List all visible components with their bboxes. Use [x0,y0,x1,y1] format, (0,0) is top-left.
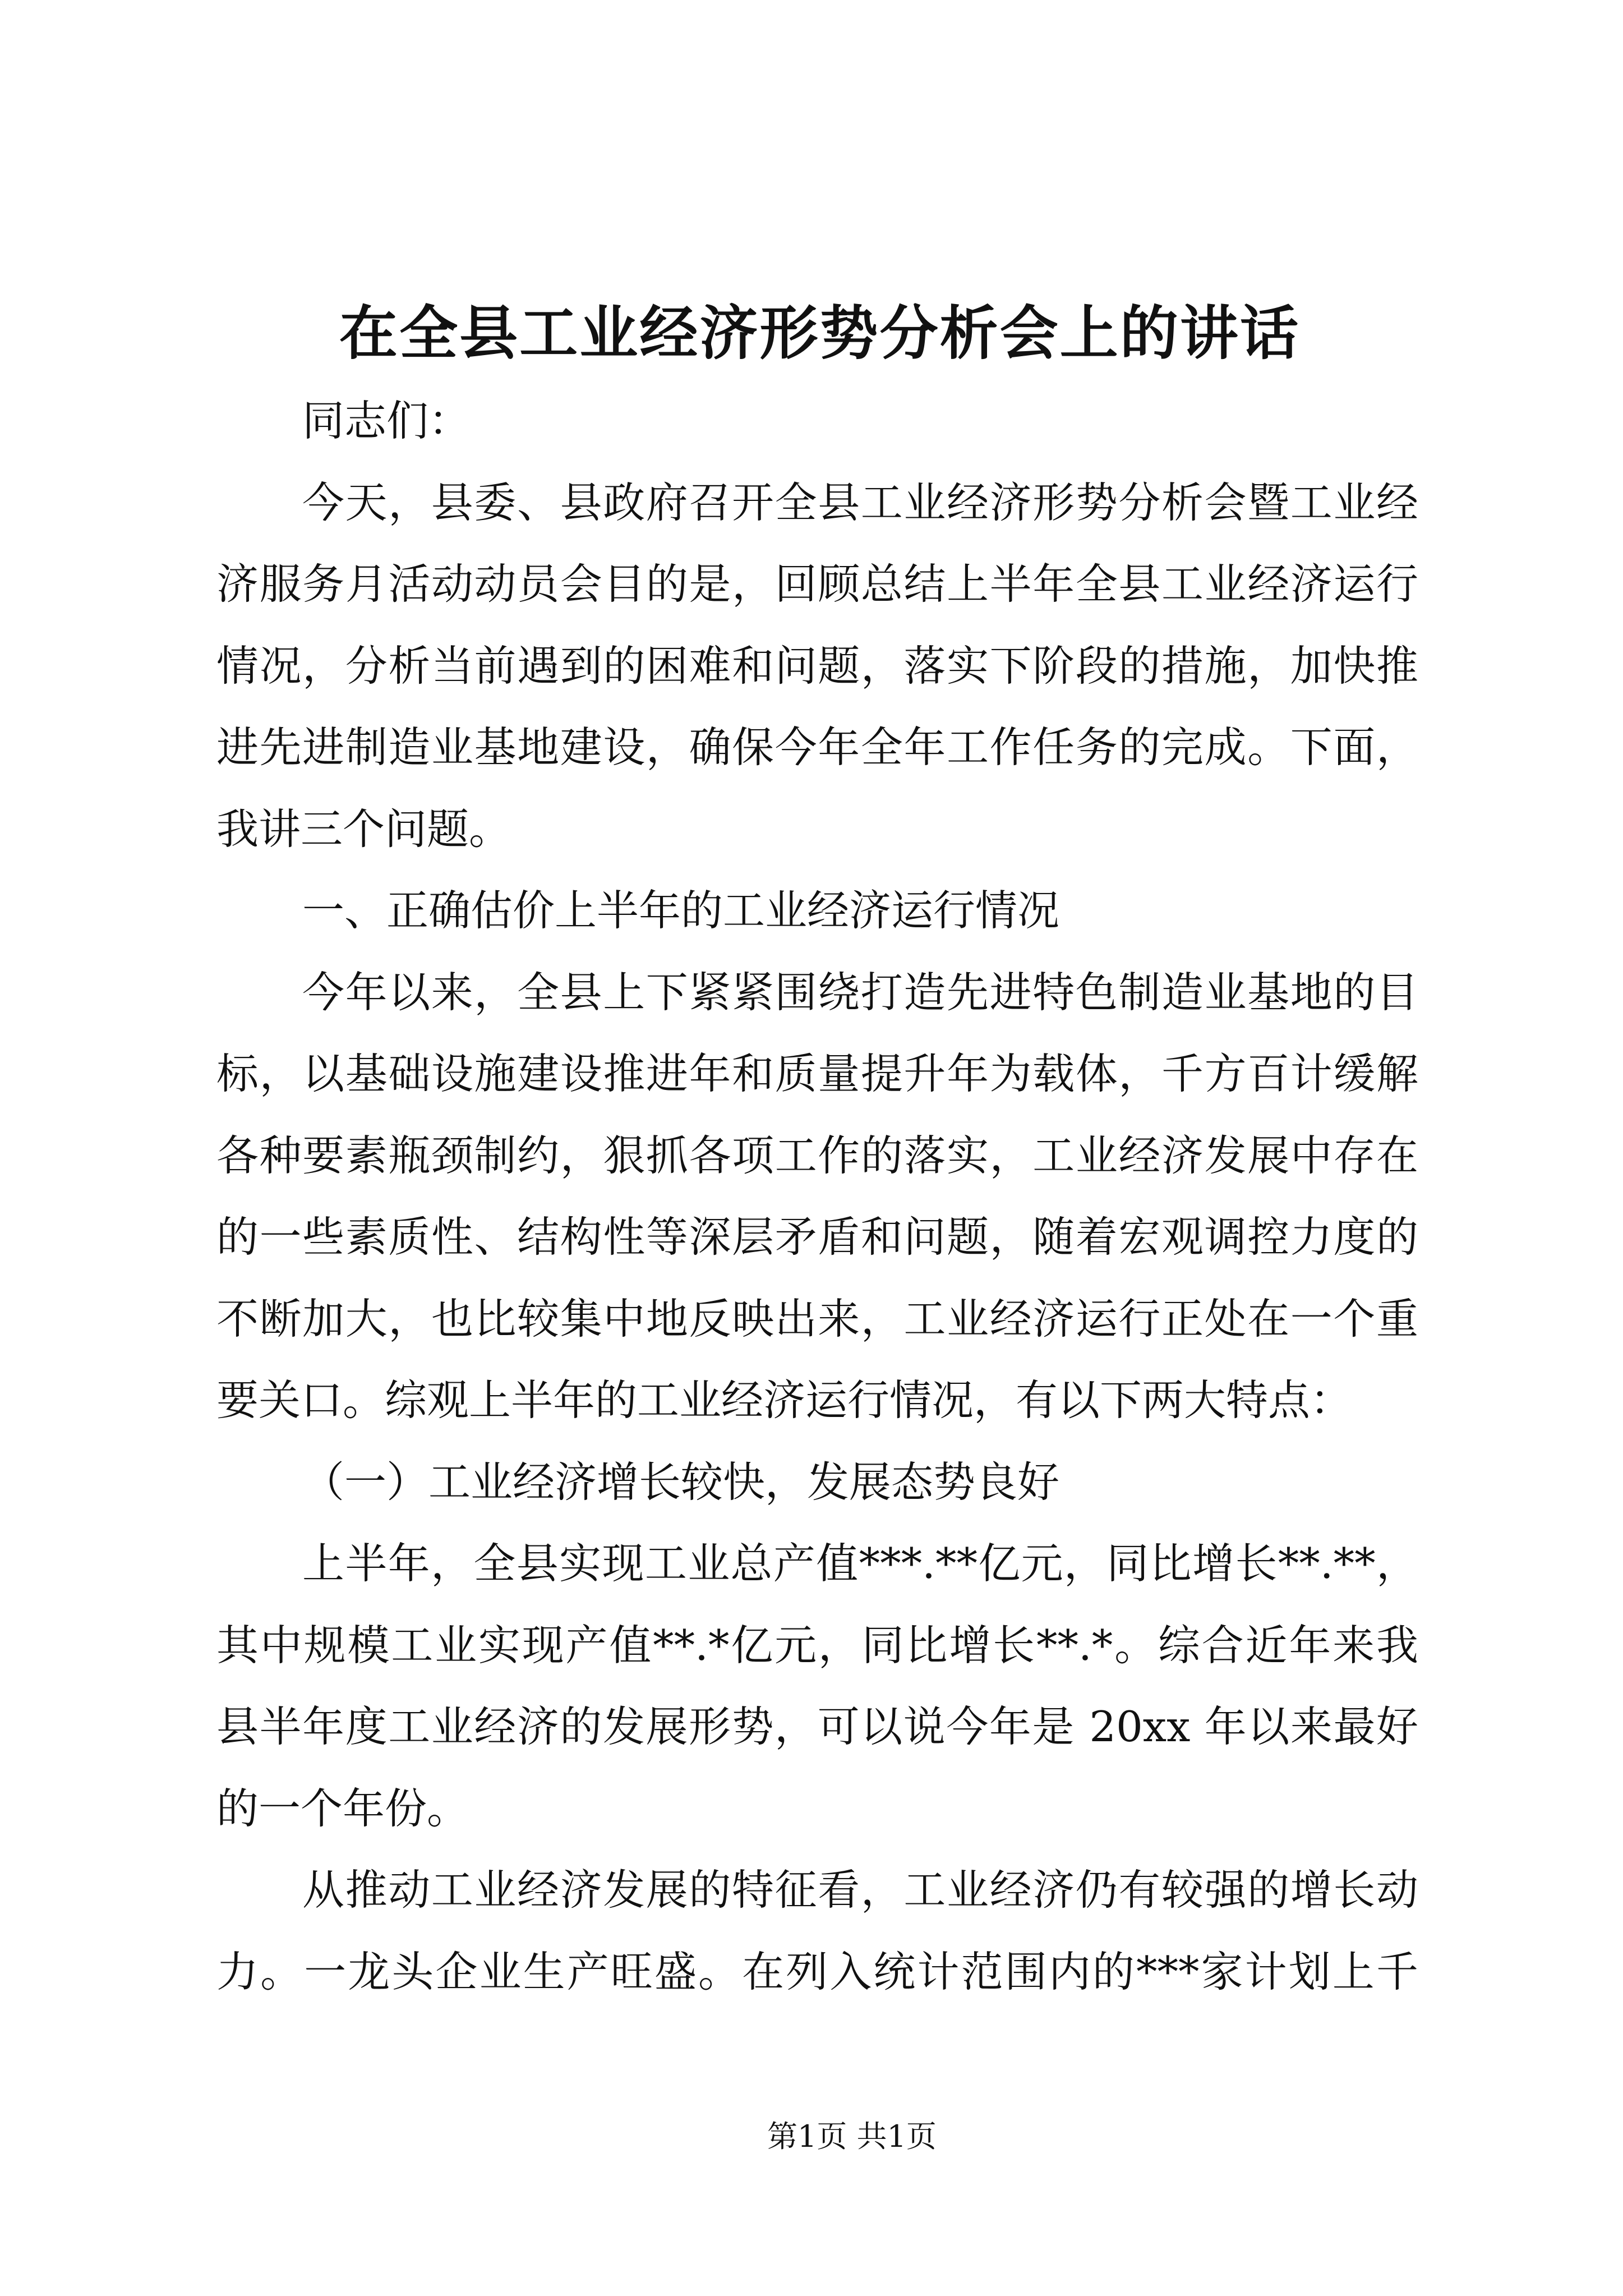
paragraph-line: 情况，分析当前遇到的困难和问题，落实下阶段的措施，加快推 [216,641,1418,691]
paragraph [216,462,1418,871]
paragraph-line: 的一些素质性、结构性等深层矛盾和问题，随着宏观调控力度的 [216,1212,1418,1262]
paragraph-line: 的一个年份。 [216,1783,469,1833]
paragraph-line: 进先进制造业基地建设，确保今年全年工作任务的完成。下面， [216,723,1418,772]
salutation: 同志们： [302,396,471,445]
paragraph [216,952,1418,1442]
paragraph-line: 不断加大，也比较集中地反映出来，工业经济运行正处在一个重 [216,1294,1418,1343]
paragraph-line: 今年以来，全县上下紧紧围绕打造先进特色制造业基地的目 [302,967,1418,1017]
paragraph-line: 济服务月活动动员会目的是，回顾总结上半年全县工业经济运行 [216,559,1418,609]
paragraph [216,1849,1418,2013]
paragraph-line: 从推动工业经济发展的特征看，工业经济仍有较强的增长动 [302,1865,1418,1915]
paragraph-line: 今天，县委、县政府召开全县工业经济形势分析会暨工业经 [302,477,1418,527]
page-footer: 第1页 共1页 [767,2119,937,2154]
paragraph-line: 上半年，全县实现工业总产值***.**亿元，同比增长**.**， [302,1539,1418,1588]
paragraph-line: 要关口。综观上半年的工业经济运行情况，有以下两大特点： [216,1375,1353,1425]
subsection-heading [216,1442,1418,1524]
document-body [216,380,1418,2013]
paragraph-line: 我讲三个问题。 [216,804,511,854]
paragraph-line: 各种要素瓶颈制约，狠抓各项工作的落实，工业经济发展中存在 [216,1130,1418,1180]
subsection-heading-text: （一）工业经济增长较快，发展态势良好 [302,1457,1060,1507]
section-heading [216,870,1418,952]
paragraph-line: 力。一龙头企业生产旺盛。在列入统计范围内的***家计划上千 [216,1947,1418,1996]
paragraph-line: 标，以基础设施建设推进年和质量提升年为载体，千方百计缓解 [216,1049,1418,1098]
document-title: 在全县工业经济形势分析会上的讲话 [339,300,1298,367]
paragraph [216,1523,1418,1849]
paragraph-line: 其中规模工业实现产值**.*亿元，同比增长**.*。综合近年来我 [216,1620,1418,1670]
paragraph-line: 县半年度工业经济的发展形势，可以说今年是 20xx 年以来最好 [216,1702,1418,1751]
section-heading-text: 一、正确估价上半年的工业经济运行情况 [302,886,1060,935]
